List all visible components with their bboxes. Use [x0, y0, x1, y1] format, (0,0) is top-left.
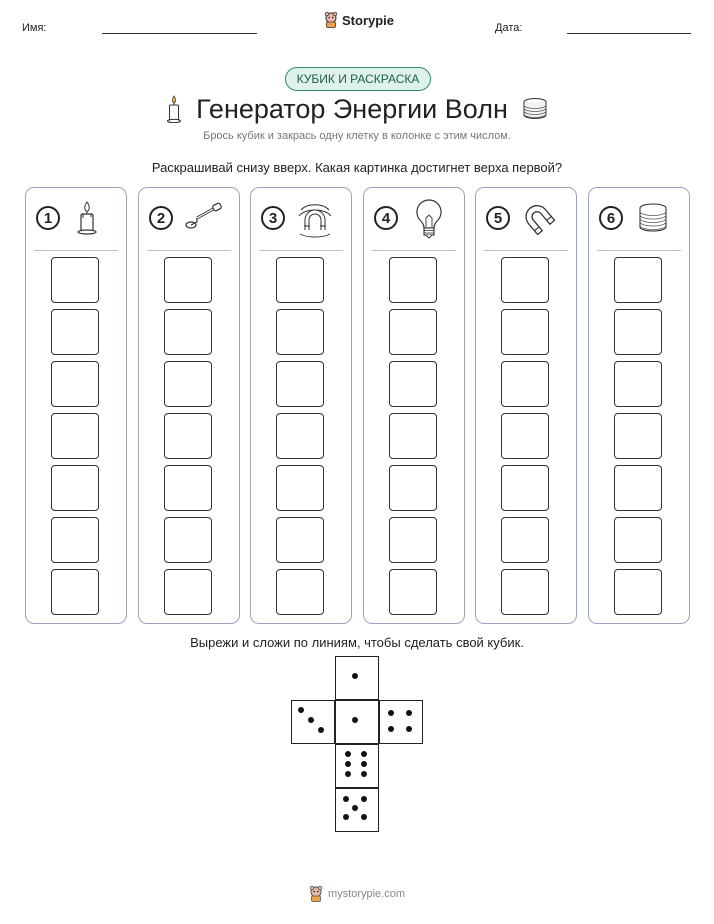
wire-coil-icon: [522, 97, 548, 121]
pip: [352, 805, 358, 811]
column-divider: [597, 250, 681, 251]
pip: [352, 717, 358, 723]
column-2: [138, 187, 240, 624]
storypie-mascot-icon: [309, 886, 323, 902]
pip: [361, 761, 367, 767]
color-cell[interactable]: [164, 257, 212, 303]
page-title: Генератор Энергии Волн: [196, 93, 508, 124]
pip: [388, 726, 394, 732]
color-cell[interactable]: [614, 465, 662, 511]
die-face-five: [335, 788, 379, 832]
die-face-three: [291, 700, 335, 744]
date-line: [567, 33, 691, 34]
column-header: [26, 188, 126, 250]
color-cell[interactable]: [164, 569, 212, 615]
column-header: [364, 188, 464, 250]
die-face-four: [379, 700, 423, 744]
color-cell[interactable]: [51, 569, 99, 615]
color-cell[interactable]: [501, 517, 549, 563]
color-cell[interactable]: [276, 413, 324, 459]
column-number: 2: [149, 206, 173, 230]
wire-coil-icon: [637, 202, 669, 234]
column-6: [588, 187, 690, 624]
color-cell[interactable]: [389, 569, 437, 615]
color-cell[interactable]: [501, 465, 549, 511]
column-divider: [147, 250, 231, 251]
color-cell[interactable]: [51, 465, 99, 511]
pip: [361, 771, 367, 777]
crank-handle-icon: [183, 200, 225, 234]
pip: [298, 707, 304, 713]
color-cell[interactable]: [51, 517, 99, 563]
column-number: 4: [374, 206, 398, 230]
pip: [361, 751, 367, 757]
color-cell[interactable]: [501, 413, 549, 459]
horseshoe-magnet-icon: [520, 200, 558, 238]
color-cell[interactable]: [614, 413, 662, 459]
color-cell[interactable]: [389, 257, 437, 303]
column-4: [363, 187, 465, 624]
color-cell[interactable]: [389, 309, 437, 355]
column-number: 1: [36, 206, 60, 230]
column-header: [589, 188, 689, 250]
column-number: 3: [261, 206, 285, 230]
die-face-six: [335, 744, 379, 788]
color-cell[interactable]: [276, 309, 324, 355]
candle-icon: [166, 95, 182, 123]
column-5: [475, 187, 577, 624]
pip: [361, 814, 367, 820]
column-header: [139, 188, 239, 250]
pip: [361, 796, 367, 802]
brand-name: Storypie: [342, 12, 395, 28]
color-cell[interactable]: [164, 465, 212, 511]
color-cell[interactable]: [164, 413, 212, 459]
color-cell[interactable]: [614, 257, 662, 303]
column-divider: [259, 250, 343, 251]
light-bulb-icon: [414, 198, 444, 240]
pip: [406, 726, 412, 732]
column-header: [251, 188, 351, 250]
brand-logo: [324, 12, 394, 28]
color-cell[interactable]: [614, 309, 662, 355]
name-line: [102, 33, 257, 34]
column-divider: [372, 250, 456, 251]
die-face-one: [335, 700, 379, 744]
color-cell[interactable]: [276, 257, 324, 303]
color-cell[interactable]: [389, 413, 437, 459]
footer-url: mystorypie.com: [327, 888, 406, 900]
pip: [388, 710, 394, 716]
color-cell[interactable]: [389, 465, 437, 511]
column-number: 5: [486, 206, 510, 230]
color-cell[interactable]: [51, 257, 99, 303]
pip: [352, 673, 358, 679]
color-cell[interactable]: [51, 413, 99, 459]
cut-instruction: Вырежи и сложи по линиям, чтобы сделать свой кубик.: [190, 635, 524, 650]
pip: [345, 751, 351, 757]
color-cell[interactable]: [389, 517, 437, 563]
category-badge: КУБИК И РАСКРАСКА: [285, 67, 431, 91]
pip: [318, 727, 324, 733]
color-cell[interactable]: [51, 361, 99, 407]
color-cell[interactable]: [164, 517, 212, 563]
subtitle: Брось кубик и закрась одну клетку в колонке с этим числом.: [203, 130, 511, 142]
pip: [406, 710, 412, 716]
column-1: [25, 187, 127, 624]
column-number: 6: [599, 206, 623, 230]
pip: [345, 761, 351, 767]
column-header: [476, 188, 576, 250]
magnet-coil-icon: [295, 200, 335, 240]
color-cell[interactable]: [164, 361, 212, 407]
pip: [345, 771, 351, 777]
date-label: Дата:: [495, 22, 523, 34]
color-cell[interactable]: [276, 465, 324, 511]
pip: [343, 814, 349, 820]
color-cell[interactable]: [276, 569, 324, 615]
pip: [308, 717, 314, 723]
color-cell[interactable]: [501, 309, 549, 355]
color-cell[interactable]: [276, 361, 324, 407]
candle-icon: [76, 201, 98, 235]
pip: [343, 796, 349, 802]
footer: [0, 886, 714, 902]
color-cell[interactable]: [51, 309, 99, 355]
color-cell[interactable]: [614, 361, 662, 407]
color-cell[interactable]: [164, 309, 212, 355]
color-cell[interactable]: [389, 361, 437, 407]
color-cell[interactable]: [614, 517, 662, 563]
color-cell[interactable]: [501, 361, 549, 407]
column-divider: [34, 250, 118, 251]
name-label: Имя:: [22, 22, 47, 34]
title-row: [0, 92, 714, 126]
color-cell[interactable]: [614, 569, 662, 615]
color-cell[interactable]: [501, 569, 549, 615]
instruction: Раскрашивай снизу вверх. Какая картинка достигнет верха первой?: [151, 160, 563, 175]
column-3: [250, 187, 352, 624]
color-cell[interactable]: [501, 257, 549, 303]
column-divider: [484, 250, 568, 251]
die-face-one: [335, 656, 379, 700]
storypie-mascot-icon: [324, 12, 338, 28]
color-cell[interactable]: [276, 517, 324, 563]
